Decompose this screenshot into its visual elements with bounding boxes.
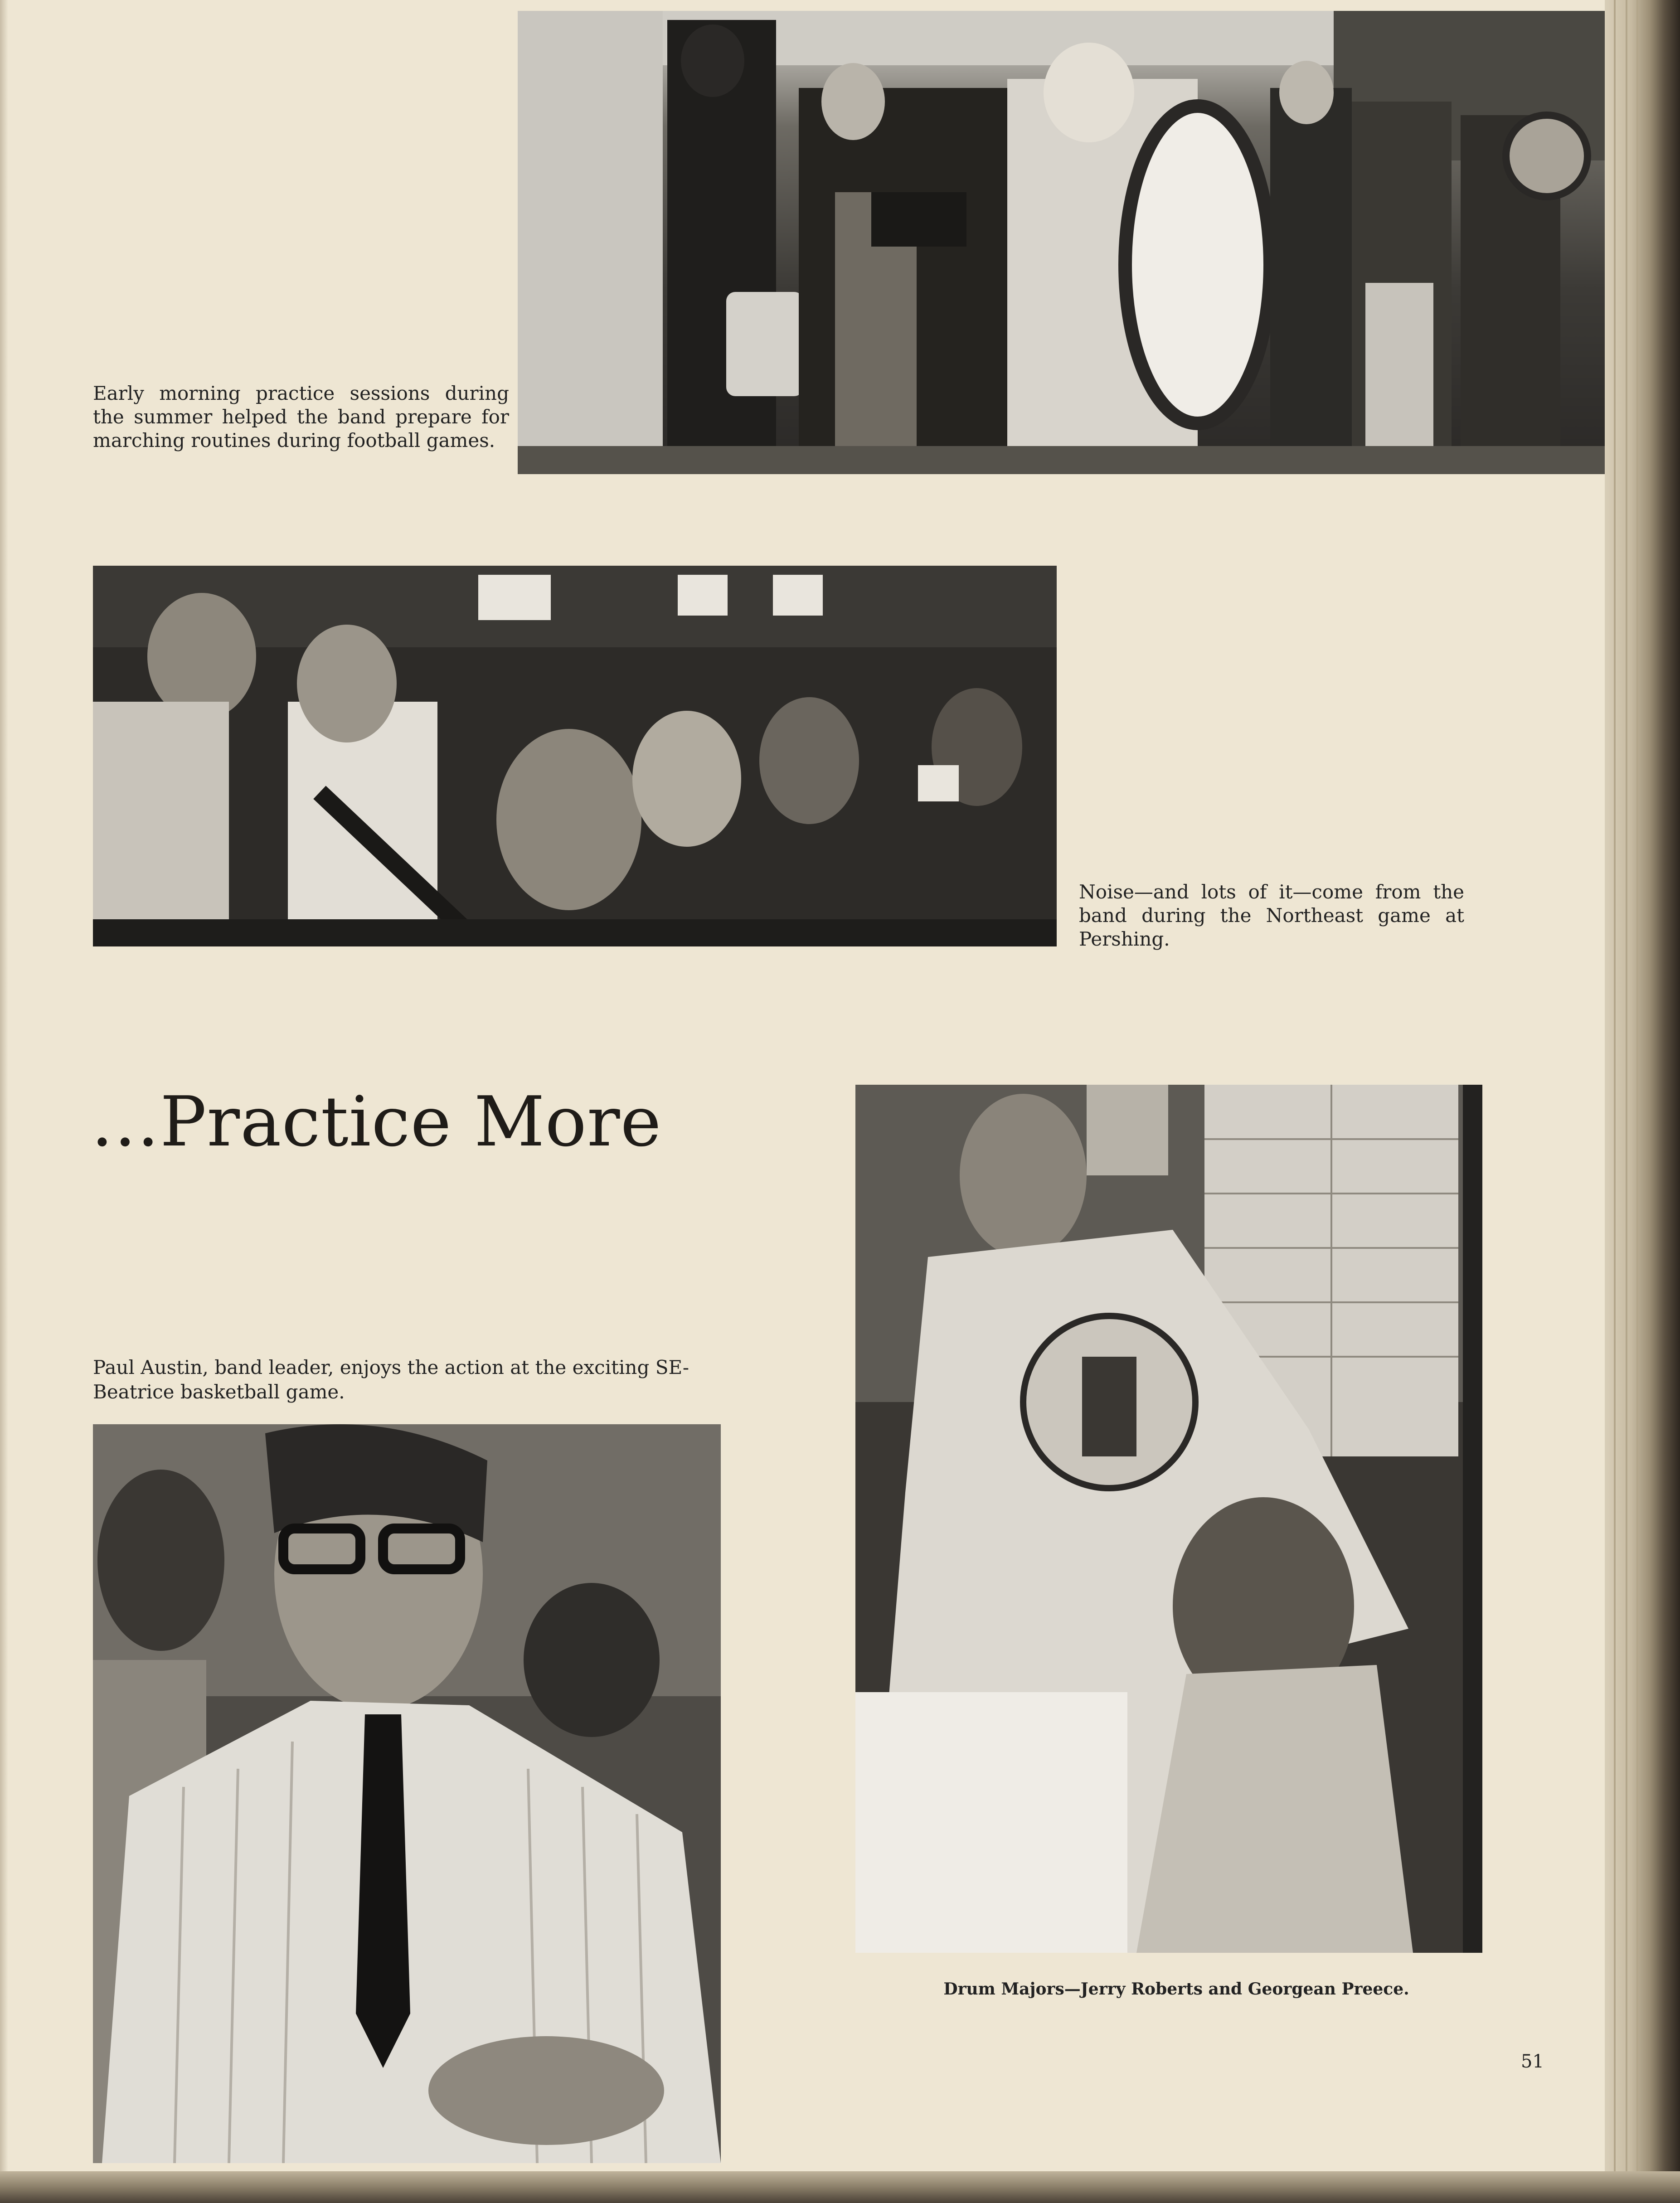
page-bottom-edge [0,2171,1680,2203]
page-heading: …Practice More [91,1082,662,1162]
austin-photo-caption: Paul Austin, band leader, enjoys the action at the exciting SE-Beatrice basketball game. [93,1356,689,1403]
marching-band-photo [518,11,1605,474]
page-left-edge [0,0,8,2203]
marching-photo-caption: Early morning practice sessions during the summer helped the band prepare for marching routines during football games. [93,382,509,451]
band-in-stands-photo [93,566,1057,946]
drum-majors-photo [855,1085,1482,1953]
book-binding-edge [1605,0,1680,2203]
page-edge-line [1626,0,1627,2203]
page-number: 51 [1521,2051,1544,2072]
drum-majors-caption: Drum Majors—Jerry Roberts and Georgean Preece. [943,1980,1409,1999]
page-edge-line [1614,0,1616,2203]
page-edge-line [1636,0,1638,2203]
paul-austin-photo [93,1424,721,2163]
stands-photo-caption: Noise—and lots of it—come from the band during the Northeast game at Pershing. [1079,881,1464,950]
